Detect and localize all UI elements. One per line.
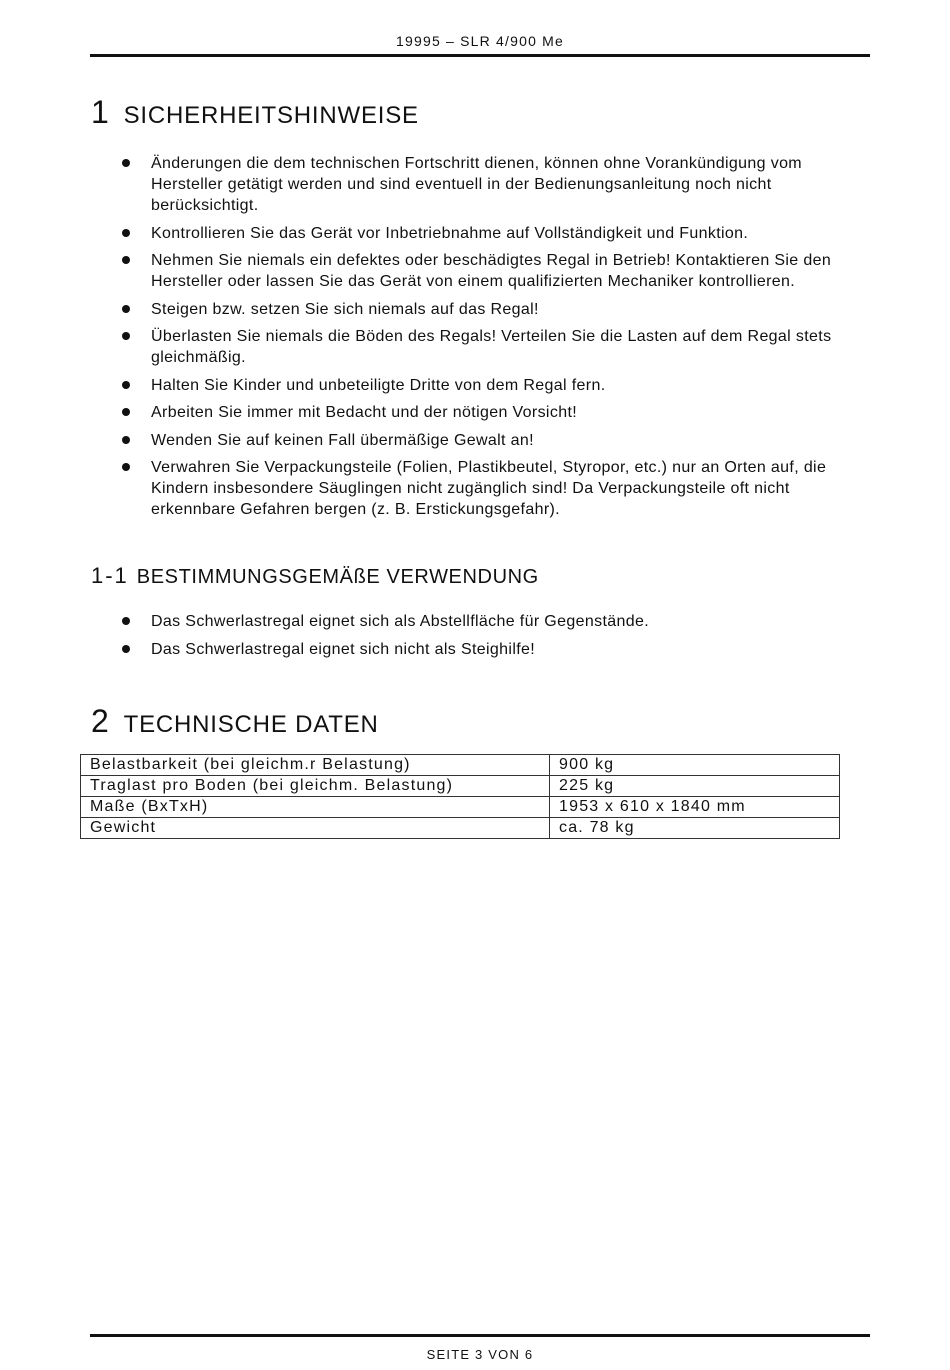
list-item: Nehmen Sie niemals ein defektes oder beschädigtes Regal in Betrieb! Kontaktieren Sie den Hersteller oder lassen Sie das Gerät von einem qualifizierten Mechaniker kontrollieren.: [120, 250, 865, 292]
list-item: Halten Sie Kinder und unbeteiligte Dritte von dem Regal fern.: [120, 375, 865, 396]
page-footer: [90, 1330, 870, 1370]
bullet-icon: [122, 463, 130, 471]
table-row: [81, 776, 840, 797]
page-number: SEITE 3 VON 6: [426, 1347, 534, 1362]
bullet-icon: [122, 381, 130, 389]
table-row: [81, 818, 840, 839]
list-item: Arbeiten Sie immer mit Bedacht und der nötigen Vorsicht!: [120, 402, 865, 423]
bullet-icon: [122, 305, 130, 313]
safety-list: [120, 153, 865, 527]
spec-label: Maße (BxTxH): [81, 797, 550, 818]
list-item: Änderungen die dem technischen Fortschritt dienen, können ohne Vorankündigung vom Hersteller getätigt werden und sind eventuell in der Bedienungsanleitung noch nicht berücksichtigt.: [120, 153, 865, 216]
bullet-icon: [122, 436, 130, 444]
bullet-icon: [122, 617, 130, 625]
technical-data-table: [80, 754, 840, 839]
footer-divider: [90, 1334, 870, 1337]
intended-use-list: [120, 611, 865, 666]
spec-label: Gewicht: [81, 818, 550, 839]
section-number: 2: [91, 703, 110, 739]
bullet-icon: [122, 332, 130, 340]
spec-label: Belastbarkeit (bei gleichm.r Belastung): [81, 755, 550, 776]
spec-label: Traglast pro Boden (bei gleichm. Belastung): [81, 776, 550, 797]
section-number: 1-1: [91, 563, 129, 588]
section-title: TECHNISCHE DATEN: [123, 711, 379, 738]
list-item: Das Schwerlastregal eignet sich nicht als Steighilfe!: [120, 639, 865, 660]
bullet-icon: [122, 229, 130, 237]
page-header: [90, 0, 870, 58]
spec-value: ca. 78 kg: [550, 818, 840, 839]
table-row: [81, 797, 840, 818]
bullet-icon: [122, 645, 130, 653]
table-row: [81, 755, 840, 776]
bullet-icon: [122, 159, 130, 167]
bullet-icon: [122, 256, 130, 264]
list-item: Das Schwerlastregal eignet sich als Abstellfläche für Gegenstände.: [120, 611, 865, 632]
bullet-icon: [122, 408, 130, 416]
section-number: 1: [91, 94, 110, 130]
spec-value: 900 kg: [550, 755, 840, 776]
document-code: 19995 – SLR 4/900 Me: [396, 33, 564, 49]
spec-value: 1953 x 610 x 1840 mm: [550, 797, 840, 818]
section-title: SICHERHEITSHINWEISE: [123, 102, 419, 129]
header-divider: [90, 54, 870, 57]
list-item: Steigen bzw. setzen Sie sich niemals auf das Regal!: [120, 299, 865, 320]
list-item: Überlasten Sie niemals die Böden des Regals! Verteilen Sie die Lasten auf dem Regal stets gleichmäßig.: [120, 326, 865, 368]
list-item: Verwahren Sie Verpackungsteile (Folien, Plastikbeutel, Styropor, etc.) nur an Orten auf, die Kindern insbesondere Säuglingen nicht zugänglich sind! Da Verpackungsteile oft nicht erkennbare Gefahren bergen (z. B. Erstickungsgefahr).: [120, 457, 865, 520]
section-title: BESTIMMUNGSGEMÄßE VERWENDUNG: [136, 566, 539, 588]
section-heading-intended-use: [91, 563, 539, 589]
spec-value: 225 kg: [550, 776, 840, 797]
list-item: Wenden Sie auf keinen Fall übermäßige Gewalt an!: [120, 430, 865, 451]
list-item: Kontrollieren Sie das Gerät vor Inbetriebnahme auf Vollständigkeit und Funktion.: [120, 223, 865, 244]
section-heading-safety: [91, 94, 419, 131]
section-heading-technical-data: [91, 703, 379, 740]
